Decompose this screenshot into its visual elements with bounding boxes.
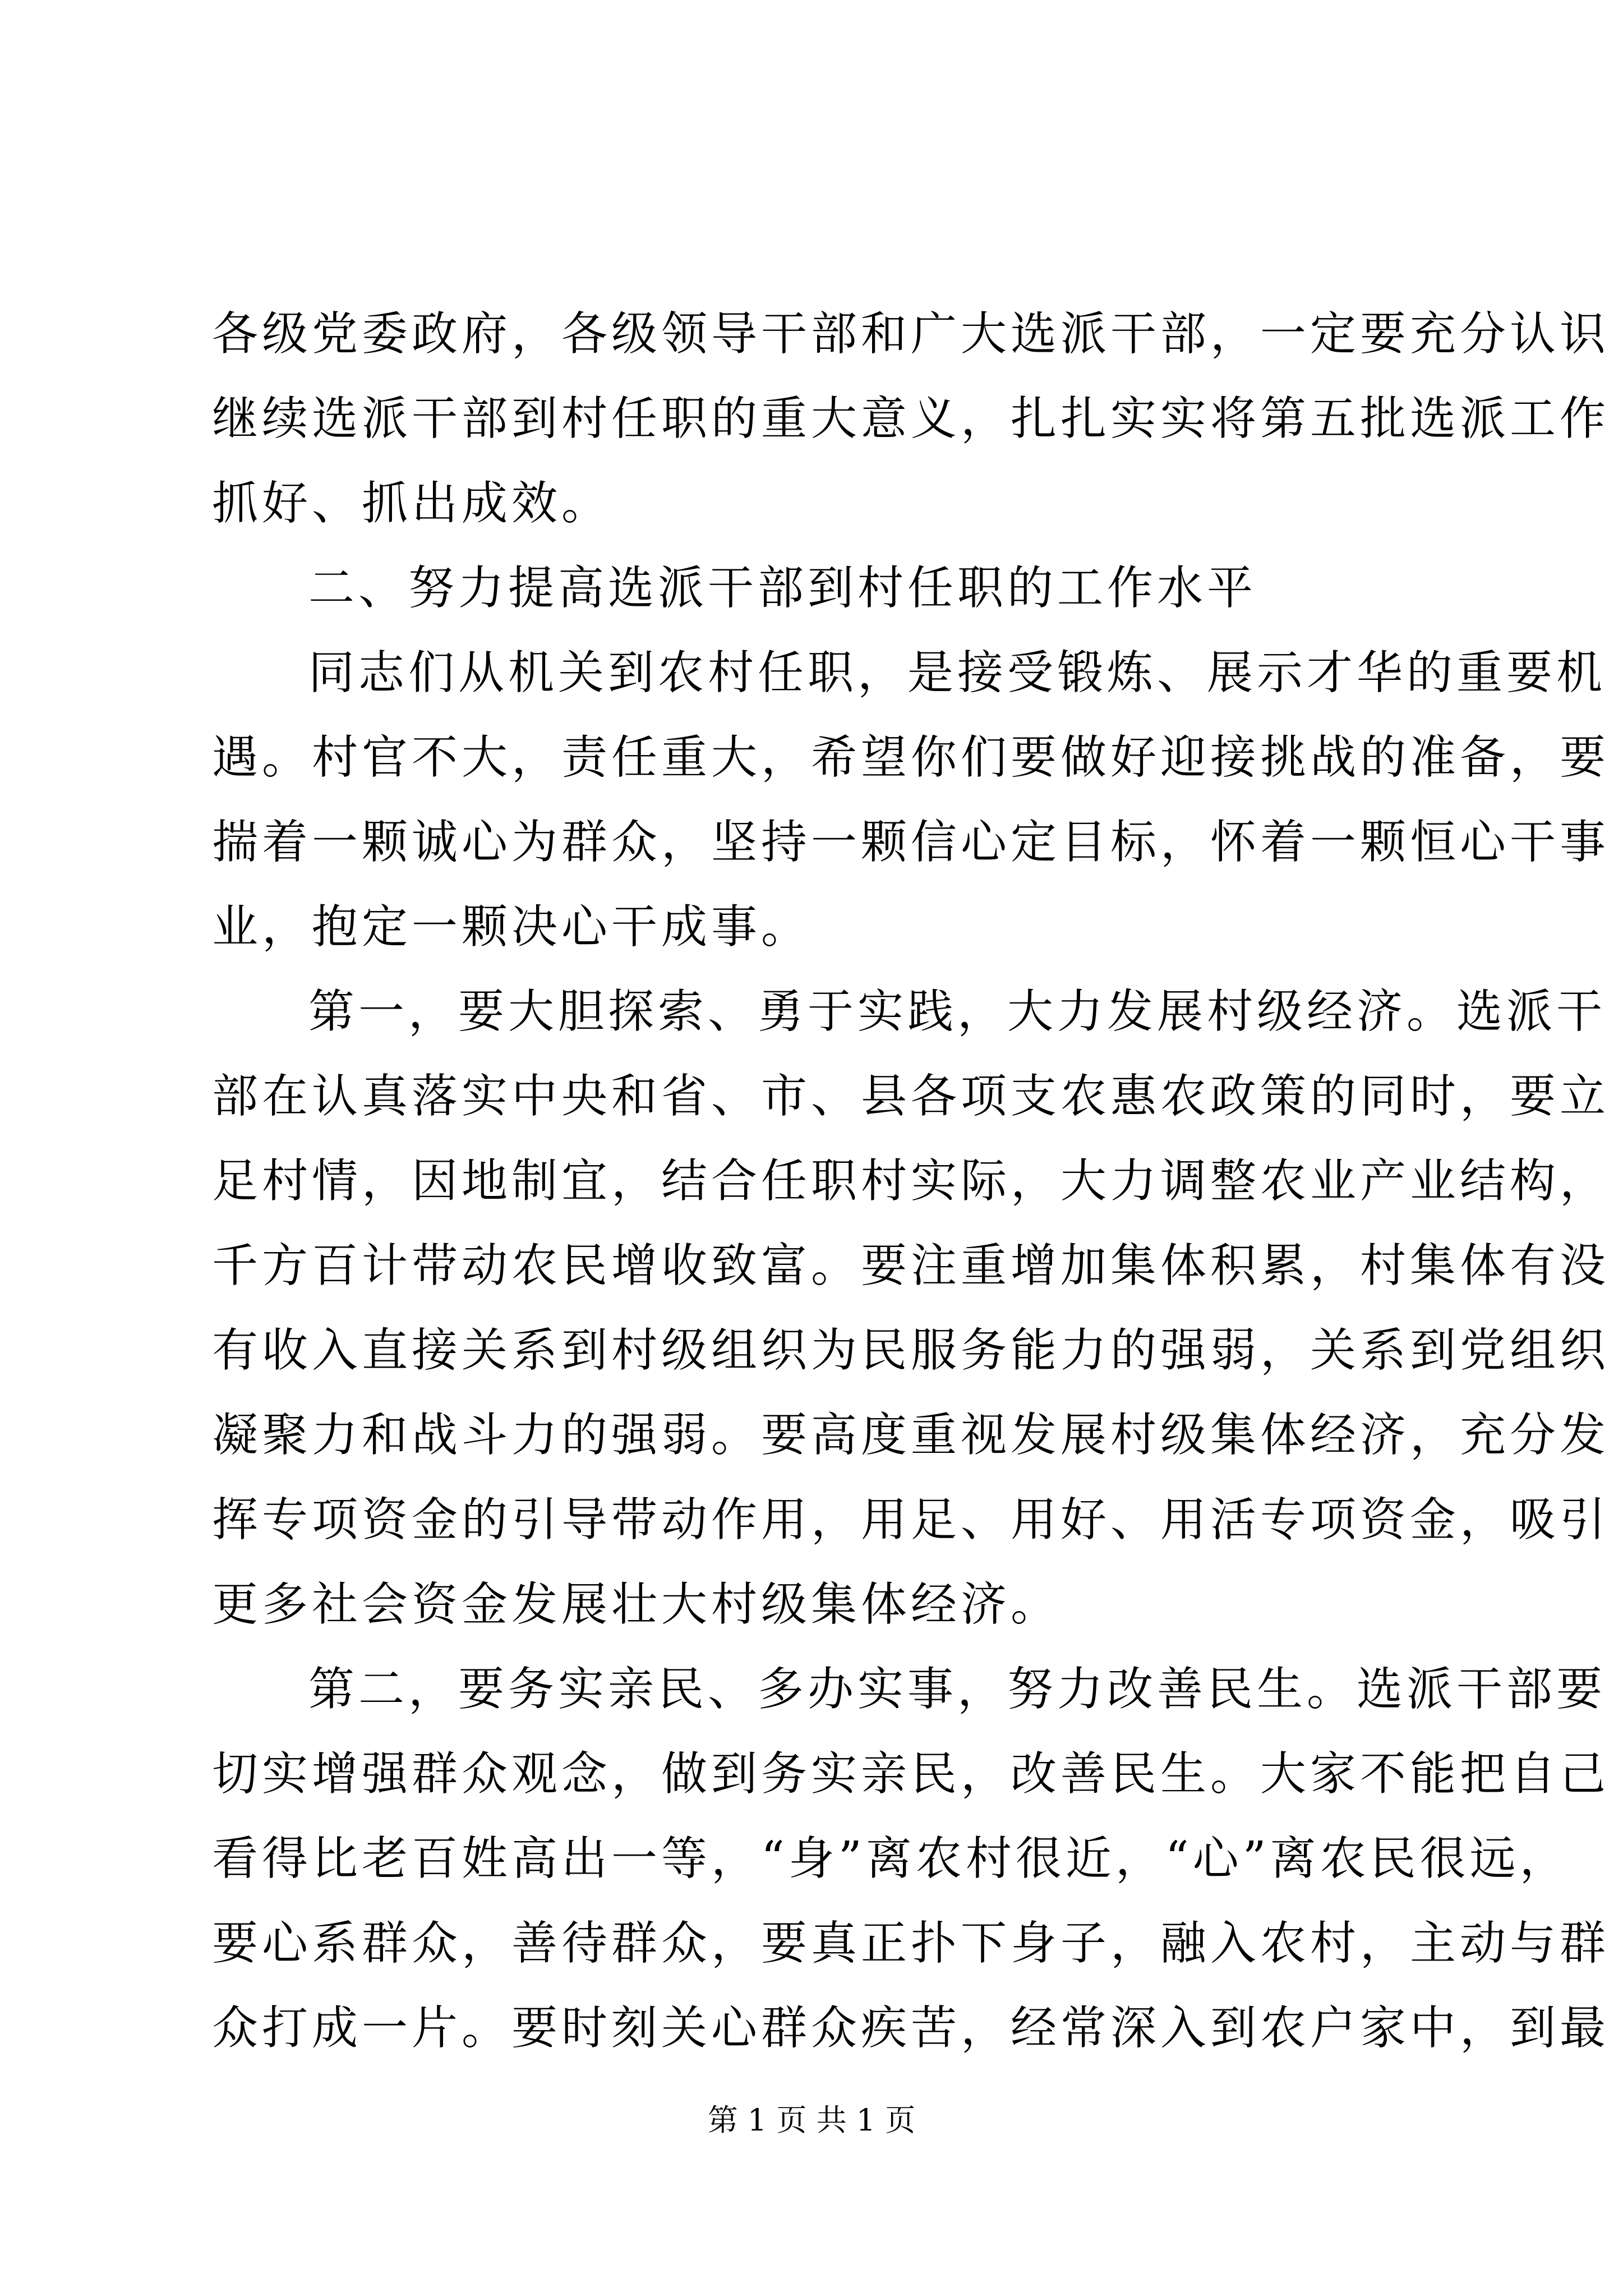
text-line: 更多社会资金发展壮大村级集体经济。	[212, 1578, 1061, 1631]
text-line: 业，抱定一颗决心干成事。	[212, 900, 811, 954]
text-line: 遇。村官不大，责任重大，希望你们要做好迎接挑战的准备，要	[212, 731, 1610, 784]
text-line: 足村情，因地制宜，结合任职村实际，大力调整农业产业结构，	[212, 1154, 1610, 1208]
text-line: 有收入直接关系到村级组织为民服务能力的强弱，关系到党组织	[212, 1324, 1610, 1377]
text-line: 同志们从机关到农村任职，是接受锻炼、展示才华的重要机	[308, 646, 1607, 700]
text-line: 二、努力提高选派干部到村任职的工作水平	[308, 562, 1257, 615]
text-line: 继续选派干部到村任职的重大意义，扎扎实实将第五批选派工作	[212, 392, 1610, 445]
text-line: 第二，要务实亲民、多办实事，努力改善民生。选派干部要	[308, 1663, 1607, 1716]
text-line: 切实增强群众观念，做到务实亲民，改善民生。大家不能把自己	[212, 1747, 1610, 1801]
text-line: 抓好、抓出成效。	[212, 477, 612, 530]
text-line: 第一，要大胆探索、勇于实践，大力发展村级经济。选派干	[308, 985, 1607, 1038]
document-body	[212, 292, 1610, 2070]
text-line: 部在认真落实中央和省、市、县各项支农惠农政策的同时，要立	[212, 1070, 1610, 1123]
text-line: 看得比老百姓高出一等，“身”离农村很近，“心”离农民很远，	[212, 1832, 1570, 1885]
text-line: 凝聚力和战斗力的强弱。要高度重视发展村级集体经济，充分发	[212, 1409, 1610, 1462]
text-line: 各级党委政府，各级领导干部和广大选派干部，一定要充分认识	[212, 307, 1610, 361]
text-line: 众打成一片。要时刻关心群众疾苦，经常深入到农户家中，到最	[212, 2001, 1610, 2055]
text-line: 要心系群众，善待群众，要真正扑下身子，融入农村，主动与群	[212, 1917, 1610, 1970]
text-line: 揣着一颗诚心为群众，坚持一颗信心定目标，怀着一颗恒心干事	[212, 816, 1610, 869]
page-footer: 第 1 页 共 1 页	[707, 2102, 916, 2138]
text-line: 千方百计带动农民增收致富。要注重增加集体积累，村集体有没	[212, 1239, 1610, 1292]
text-line: 挥专项资金的引导带动作用，用足、用好、用活专项资金，吸引	[212, 1493, 1610, 1547]
